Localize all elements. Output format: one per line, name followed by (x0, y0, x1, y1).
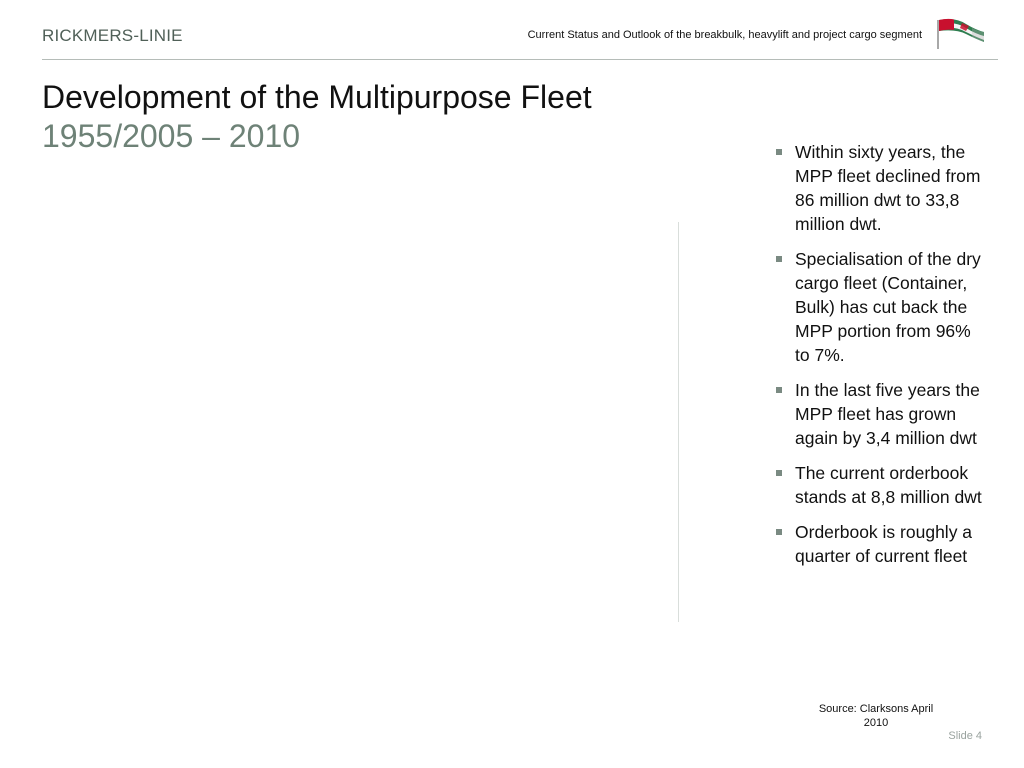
header-divider (42, 59, 998, 60)
bullet-item: In the last five years the MPP fleet has grown again by 3,4 million dwt (774, 378, 988, 450)
slide-number: Slide 4 (948, 730, 982, 742)
bullet-item: Orderbook is roughly a quarter of current fleet (774, 520, 988, 568)
slide-title-years: 1955/2005 – 2010 (42, 118, 301, 154)
presentation-subtitle: Current Status and Outlook of the breakbulk, heavylift and project cargo segment (527, 29, 922, 41)
house-flag-icon (936, 16, 986, 50)
bullet-marker-icon (776, 256, 782, 262)
bullet-marker-icon (776, 387, 782, 393)
content-divider (678, 222, 679, 622)
bullet-item: Specialisation of the dry cargo fleet (Container, Bulk) has cut back the MPP portion from 96% to 7%. (774, 247, 988, 367)
bullet-marker-icon (776, 470, 782, 476)
slide-title: Development of the Multipurpose Fleet (42, 79, 592, 115)
bullet-item: Within sixty years, the MPP fleet declined from 86 million dwt to 33,8 million dwt. (774, 140, 988, 236)
bullet-list (774, 140, 988, 579)
bullet-marker-icon (776, 529, 782, 535)
source-note: Source: Clarksons April 2010 (818, 703, 934, 729)
brand-name: RICKMERS-LINIE (42, 26, 183, 45)
bullet-marker-icon (776, 149, 782, 155)
bullet-item: The current orderbook stands at 8,8 million dwt (774, 461, 988, 509)
